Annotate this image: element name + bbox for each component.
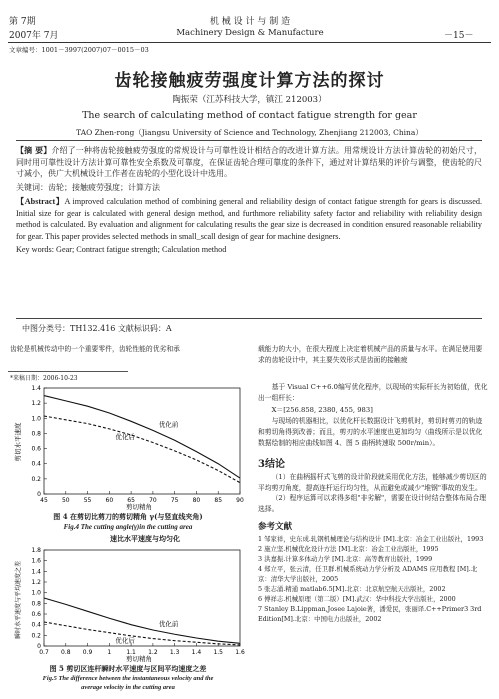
abstract-cn-label: 【摘 要】 [16, 145, 52, 155]
y-tick-label: 0.6 [31, 445, 41, 453]
conclusion-2: （2）程序运算可以求得多组"非劣解"，需要在设计时结合整体布局合理选择。 [258, 494, 487, 514]
reference-list [258, 534, 488, 624]
series-label: 优化后 [115, 432, 135, 441]
y-tick-label: 0.6 [31, 611, 41, 618]
keywords-cn-label: 关键词： [16, 182, 48, 192]
figure-5-caption-en-1: Fig.5 The difference between the instantaneous velocity and the [42, 675, 214, 682]
plot-frame [44, 550, 240, 646]
reference-item: 7 Stanley B.Lippman,Josee Lajoie著，潘爱民，张丽译.C++Primer3 3rd Edition[M].北京：中国电力出版社，2002 [258, 604, 482, 623]
x-tick-label: 1.1 [126, 649, 136, 656]
abstract-cn [16, 145, 482, 180]
conclusion-1: （1）在曲柄摇杆式飞剪的设计阶段就采用优化方法，能够减少剪切区的平均剪刃角度，提高连杆运行均匀性，从而避免或减少"堆钢"事故的发生。 [258, 472, 487, 492]
x-tick-label: 45 [40, 497, 48, 504]
page-number: －15－ [444, 31, 474, 41]
y-tick-label: 1.0 [31, 589, 41, 597]
x-tick-label: 1.3 [169, 649, 180, 656]
keywords-cn-text: 齿轮；接触疲劳强度；计算方法 [48, 182, 160, 192]
abstract-en [16, 196, 482, 242]
y-tick-label: 0.4 [31, 621, 41, 629]
formula: X＝[256.858, 2380, 455, 983] [271, 405, 373, 414]
x-tick-label: 1.6 [235, 649, 245, 656]
article-number: 文章编号：1001－3997(2007)07－0015－03 [9, 46, 149, 54]
y-tick-label: 1.6 [31, 557, 41, 565]
x-tick-label: 70 [149, 497, 157, 504]
x-tick-label: 1.4 [191, 649, 202, 656]
x-tick-label: 1 [107, 649, 112, 656]
author-cn: 陶振荣（江苏科技大学，镇江 212003） [172, 95, 327, 105]
y-tick-label: 0 [37, 491, 41, 498]
footnote-rule [8, 371, 128, 372]
abstract-cn-text: 介绍了一种将齿轮接触疲劳强度的常规设计与可靠性设计相结合的改进计算方法。用常规设计方法计算齿轮的初始尺寸，同时用可靠性设计方法计算可靠性安全系数及可靠度，在保证齿轮合理可靠度的条件下，通过对计算结果的评价与调整，使齿轮的尺寸减小，供广大机械设计工作者在齿轮的小型化设计中选用。 [16, 146, 482, 178]
figure-5 [14, 544, 248, 664]
plot-frame [44, 388, 240, 494]
x-tick-label: 0.8 [61, 649, 71, 656]
abstract-en-label: 【Abstract】 [16, 197, 65, 206]
figure-5-xlabel: 剪切精角 [126, 655, 152, 663]
issue-number: 第 7期 [9, 17, 36, 27]
journal-title-en: Machinery Design & Manufacture [176, 28, 324, 38]
references-heading: 参考文献 [258, 521, 293, 532]
paper-title-en: The search of calculating method of contact fatigue strength for gear [82, 110, 417, 121]
y-tick-label: 0.8 [31, 600, 41, 608]
figure-4-ylabel: 剪切水平速度 [14, 422, 22, 462]
reference-item: 2 施立坚.机械优化设计方法 [M].北京：冶金工业出版社，1995 [258, 544, 439, 553]
figure-4-xlabel: 剪切精角 [126, 503, 152, 511]
reference-item: 1 邹家祥，史东成.轧钢机械理论与结构设计 [M].北京：冶金工业出版社，1993 [258, 534, 484, 543]
figure-5-title: 速比水平速度与均匀化 [110, 534, 180, 543]
series-label: 优化前 [158, 620, 179, 628]
x-tick-label: 65 [127, 497, 135, 504]
x-tick-label: 80 [192, 497, 201, 504]
y-tick-label: 1.2 [31, 400, 41, 408]
figure-4-caption-cn: 图 4 在剪切比剪刀的剪切精角 γ(与竖直线夹角) [53, 512, 203, 521]
abstract-box [16, 140, 482, 319]
x-tick-label: 60 [105, 497, 114, 504]
series-line [44, 396, 240, 479]
x-tick-label: 85 [214, 497, 223, 504]
x-tick-label: 0.9 [82, 649, 93, 656]
figure-5-plot [31, 547, 244, 656]
section-heading-conclusion: 3结论 [258, 458, 285, 470]
x-tick-label: 1.5 [213, 649, 223, 656]
figure-5-ylabel: 瞬时水平速度与平均速度之差 [15, 560, 22, 640]
y-tick-label: 1.4 [31, 385, 41, 392]
x-tick-label: 50 [61, 497, 70, 504]
y-tick-label: 0.2 [31, 632, 41, 640]
y-tick-label: 1.0 [31, 415, 41, 423]
keywords-en-label: Key words: [16, 245, 54, 254]
y-tick-label: 0.2 [31, 475, 41, 483]
x-tick-label: 90 [236, 497, 244, 504]
figure-4 [14, 382, 248, 512]
right-para-1: 基于 Visual C++6.0编写优化程序，以现场的实际杆长为初始值，优化出一组杆长： [258, 383, 488, 402]
series-label: 优化后 [115, 636, 135, 645]
author-en: TAO Zhen-rong（Jiangsu University of Science and Technology, Zhenjiang 212003, China） [76, 128, 423, 137]
figure-5-caption-cn: 图 5 剪切区连杆瞬时水平速度与区间平均速度之差 [49, 664, 207, 673]
figure-4-plot [31, 385, 244, 504]
paper-title-cn: 齿轮接触疲劳强度计算方法的探讨 [114, 71, 385, 91]
x-tick-label: 0.7 [39, 649, 49, 656]
received-date: *来稿日期：2006-10-23 [10, 375, 78, 382]
reference-item: 4 郑立平，张云清，任卫群.机械系统动力学分析及 ADAMS 应用教程 [M].北京：清华大学出版社，2005 [258, 564, 478, 583]
right-column [258, 382, 488, 624]
x-tick-label: 55 [83, 497, 92, 504]
reference-item: 5 张志涌.精通 matlab6.5[M].北京：北京航空航天出版社，2002 [258, 584, 446, 593]
keywords-en-text: Gear; Contract fatigue strength; Calculation method [56, 245, 227, 254]
y-tick-label: 1.2 [31, 579, 41, 586]
reference-item: 6 傅祥志.机械原理（第二版）[M].武汉：华中科技大学出版社，2000 [258, 594, 456, 603]
x-tick-label: 1.2 [148, 649, 158, 656]
y-tick-label: 1.8 [31, 547, 41, 554]
y-tick-label: 1.4 [31, 568, 41, 576]
keywords-cn [16, 182, 482, 194]
abstract-en-text: A improved calculation method of combining general and reliability design of contact fatigue strength for gears is discussed. Initial size for gear is calculated with general design method, and furthmore reliability safety factor and reliability with reliability design method is calculated. By evaluation and alignment for calculating results the gear size is decreased in condition ensured reasonable reliability for gear. This paper provides selected methods in small_scall design of gear for machine designers. [16, 197, 482, 241]
classification: 中图分类号：TH132.416 文献标识码：A [22, 324, 172, 333]
y-tick-label: 0.8 [31, 430, 41, 438]
intro-left: 齿轮是机械传动中的一个重要零件，齿轮性能的优劣和承 [10, 345, 180, 353]
y-tick-label: 0.4 [31, 460, 41, 468]
intro-right: 载能力的大小，在很大程度上决定着机械产品的质量与水平。在满足使用要求的齿轮设计中，其主要失效形式是齿面的接触疲 [258, 345, 483, 364]
reference-item: 3 洪嘉振.计算多体动力学 [M].北京：高等教育出版社，1999 [258, 554, 433, 563]
figure-4-caption-en: Fig.4 The cutting angle(γ)in the cutting area [63, 523, 193, 531]
header-rule [8, 42, 491, 43]
journal-title-cn: 机 械 设 计 与 制 造 [209, 17, 291, 27]
figure-5-caption-en-2: average velocity in the cutting area [81, 684, 175, 691]
series-line [44, 622, 240, 645]
right-para-2: 与现场的机器相比，以优化杆长数据设计飞剪机时，剪切时剪刃的轨迹和剪切角得到改善；而且，剪刃的水平速度也更加均匀（曲线所示是以优化数据绘制的相应曲线如图 4、图 5 曲柄转速取 500r/min）。 [258, 417, 483, 447]
series-label: 优化前 [158, 420, 179, 429]
series-line [44, 598, 240, 643]
x-tick-label: 75 [170, 497, 179, 504]
keywords-en [16, 244, 482, 256]
issue-date: 2007年 7月 [9, 31, 59, 41]
y-tick-label: 0 [37, 643, 41, 650]
